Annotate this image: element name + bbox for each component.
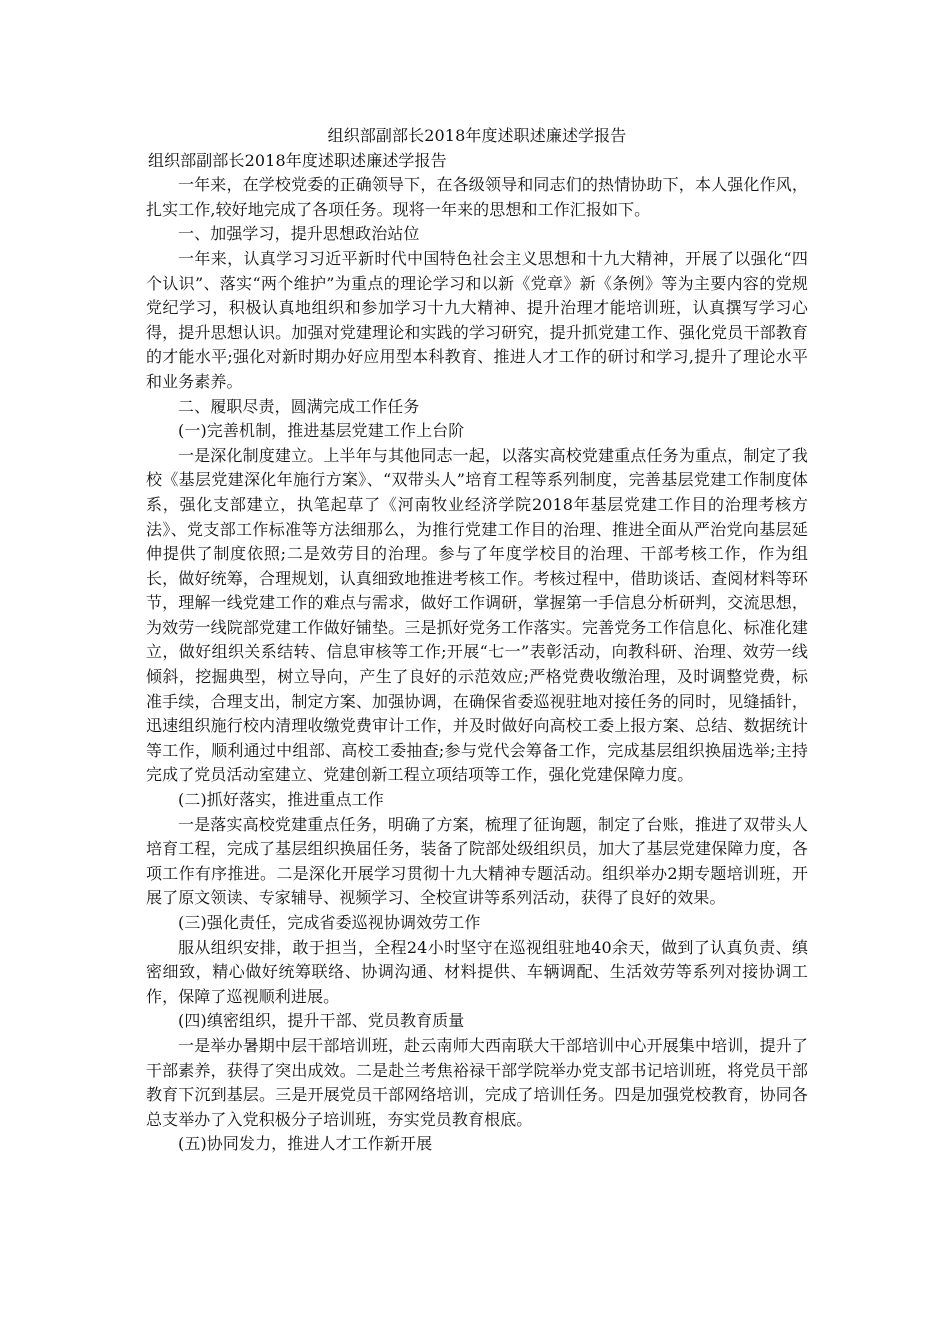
subsection-heading-5: (五)协同发力，推进人才工作新开展 <box>178 1134 433 1154</box>
key-work-paragraph: 一是落实高校党建重点任务，明确了方案，梳理了征询题，制定了台账，推进了双带头人培育工程，完成了基层组织换届任务，装备了院部处级组织员，加大了基层党建保障力度，各项工作有序推进。二是深化开展学习贯彻十九大精神专题活动。组织举办2期专题培训班，开展了原文领读、专家辅导、视频学习、全校宣讲等系列活动，获得了良好的效果。 <box>146 814 808 908</box>
section-heading-1: 一、加强学习，提升思想政治站位 <box>178 224 420 244</box>
document-subtitle: 组织部副部长2018年度述职述廉述学报告 <box>148 150 447 170</box>
document-title: 组织部副部长2018年度述职述廉述学报告 <box>327 126 627 145</box>
subsection-heading-1: (一)完善机制，推进基层党建工作上台阶 <box>178 421 465 441</box>
section-heading-2: 二、履职尽责，圆满完成工作任务 <box>178 396 420 416</box>
study-paragraph: 一年来，认真学习习近平新时代中国特色社会主义思想和十九大精神，开展了以强化“四个认识”、落实“两个维护”为重点的理论学习和以新《党章》新《条例》等为主要内容的党规党纪学习，积极认真地组织和参加学习十九大精神、提升治理才能培训班，认真撰写学习心得，提升思想认识。加强对党建理论和实践的学习研究，提升抓党建工作、强化党员干部教育的才能水平;强化对新时期办好应用型本科教育、推进人才工作的研讨和学习,提升了理论水平和业务素养。 <box>146 248 808 391</box>
subsection-heading-4: (四)缜密组织，提升干部、党员教育质量 <box>178 1011 465 1031</box>
inspection-paragraph: 服从组织安排，敢于担当，全程24小时坚守在巡视组驻地40余天，做到了认真负责、缜密细致，精心做好统筹联络、协调沟通、材料提供、车辆调配、生活效劳等系列对接协调工作，保障了巡视顺利进展。 <box>146 937 808 1006</box>
document-body <box>146 124 808 1157</box>
subsection-heading-2: (二)抓好落实，推进重点工作 <box>178 790 384 810</box>
subsection-heading-3: (三)强化责任，完成省委巡视协调效劳工作 <box>178 913 481 932</box>
mechanism-paragraph: 一是深化制度建立。上半年与其他同志一起，以落实高校党建重点任务为重点，制定了我校《基层党建深化年施行方案》、“双带头人”培育工程等系列制度，完善基层党建工作制度体系，强化支部建立，执笔起草了《河南牧业经济学院2018年基层党建工作目的治理考核方法》、党支部工作标准等方法细那么，为推行党建工作目的治理、推进全面从严治党向基层延伸提供了制度依照;二是效劳目的治理。参与了年度学校目的治理、干部考核工作，作为组长，做好统筹，合理规划，认真细致地推进考核工作。考核过程中，借助谈话、查阅材料等环节，理解一线党建工作的难点与需求，做好工作调研，掌握第一手信息分析研判，交流思想，为效劳一线院部党建工作做好铺垫。三是抓好党务工作落实。完善党务工作信息化、标准化建立，做好组织关系结转、信息审核等工作;开展“七一”表彰活动，向教科研、治理、效劳一线倾斜，挖掘典型，树立导向，产生了良好的示范效应;严格党费收缴治理，及时调整党费，标准手续，合理支出，制定方案、加强协调，在确保省委巡视驻地对接任务的同时，见缝插针，迅速组织施行校内清理收缴党费审计工作，并及时做好向高校工委上报方案、总结、数据统计等工作，顺利通过中组部、高校工委抽查;参与党代会筹备工作，完成基层组织换届选举;主持完成了党员活动室建立、党建创新工程立项结项等工作，强化党建保障力度。 <box>146 445 808 785</box>
intro-paragraph: 一年来，在学校党委的正确领导下，在各级领导和同志们的热情协助下，本人强化作风，扎实工作,较好地完成了各项任务。现将一年来的思想和工作汇报如下。 <box>146 175 808 219</box>
training-paragraph: 一是举办暑期中层干部培训班，赴云南师大西南联大干部培训中心开展集中培训，提升了干部素养，获得了突出成效。二是赴兰考焦裕禄干部学院举办党支部书记培训班，将党员干部教育下沉到基层。三是开展党员干部网络培训，完成了培训任务。四是加强党校教育，协同各总支举办了入党积极分子培训班，夯实党员教育根底。 <box>146 1035 808 1129</box>
